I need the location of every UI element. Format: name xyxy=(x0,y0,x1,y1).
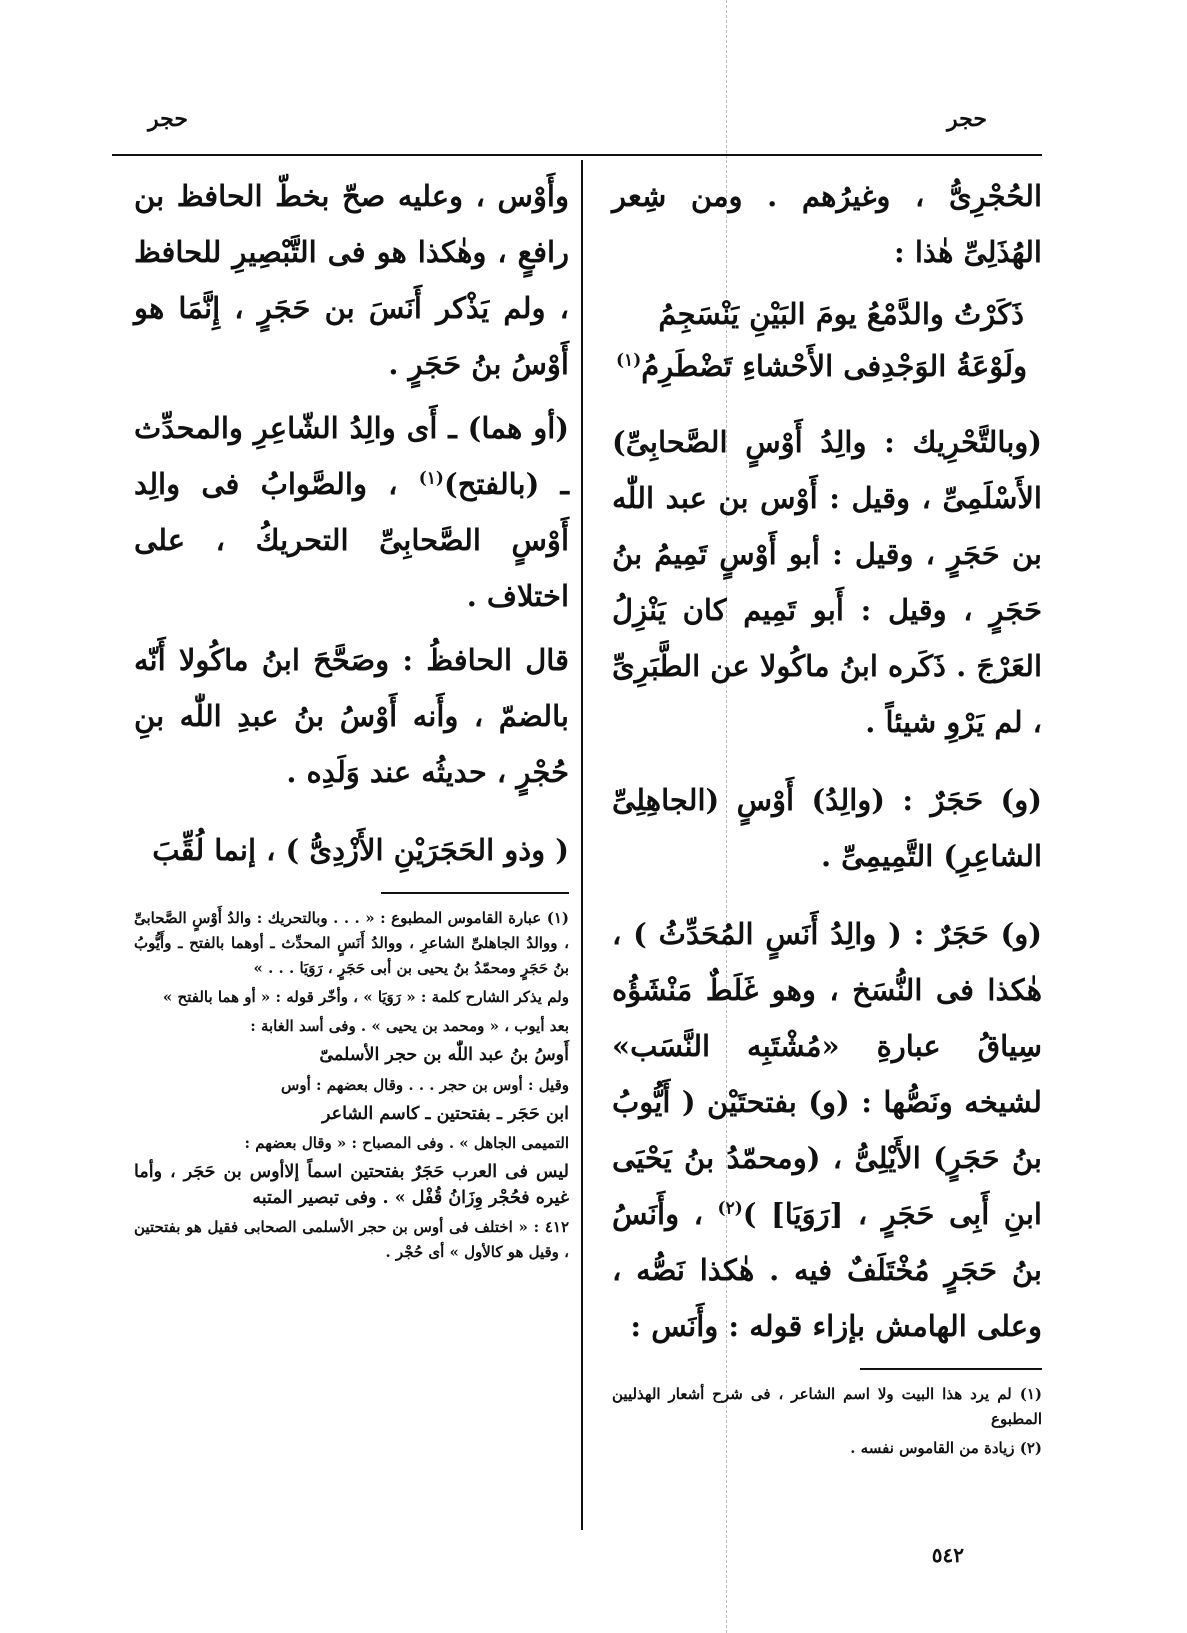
right-column xyxy=(612,168,1042,1465)
footnote: ليس فى العرب حَجَرٌ بفتحتين اسماً إلاأوس بن حَجَر ، وأما غيره فحُجْر وِزَانُ قُفْل » . وفى تبصير المتبه xyxy=(134,1162,569,1208)
verse-hemistich-text: ولَوْعَةُ الوَجْدِفى الأَحْشاءِ تَضْطَرِمُ xyxy=(641,349,1028,383)
footnote: بعد أيوب ، « ومحمد بن يحيى » . وفى أسد الغابة : xyxy=(250,1017,569,1035)
footnote-marker: (٢) xyxy=(717,1198,743,1219)
poetry-verse xyxy=(612,288,1042,392)
footnote: ابن حَجَر ـ بفتحتين ـ كاسم الشاعر xyxy=(321,1103,569,1124)
page-number: ٥٤٢ xyxy=(931,1543,964,1567)
footnote-rule xyxy=(381,892,569,894)
paragraph: (وبالتَّحْرِيك : والِدُ أَوْسٍ الصَّحابِىِّ) الأَسْلَمِىِّ ، وقيل : أَوْس بن عبد اللّٰه بن حَجَرٍ ، وقيل : أبو أَوْسٍ تَمِيمُ بنُ حَجَرٍ ، وقيل : أَبو تَمِيم كان يَنْزِلُ العَرْجَ . ذَكَره ابنُ ماكُولا عن الطَّبَرِىِّ ، لم يَرْوِ شيئاً . xyxy=(612,425,1042,739)
running-head-right: حجر xyxy=(947,106,987,132)
footnote: ٤١٢ : « اختلف فى أوس بن حجر الأسلمى الصحابى فقيل هو بفتحتين ، وقيل هو كالأول » أى حُجْر . xyxy=(134,1218,569,1261)
running-head-left: حجر xyxy=(148,106,188,132)
footnote: ولم يذكر الشارح كلمة : « رَوَيَا » ، وأخّر قوله : « أو هما بالفتح » xyxy=(162,988,569,1006)
paragraph xyxy=(612,906,1042,1354)
footnote-marker: (١) xyxy=(418,468,444,489)
paragraph-text: (أو هما) ـ أَى والِدُ الشّاعِرِ والمحدِّث ـ (بالفتح) xyxy=(134,411,569,501)
footnote: (٢) زيادة من القاموس نفسه . xyxy=(850,1439,1042,1457)
footnote: (١) عبارة القاموس المطبوع : « . . . وبالتحريك : والدُ أَوْسٍ الصَّحابىِّ ، ووالدُ الجاهلىِّ الشاعرِ ، ووالدُ أَنَسٍ المحدِّث ـ أوهما بالفتح ـ وأَيُّوبُ بنُ حَجَرٍ ومحمّدُ بنُ يحيى بن أبى حَجَرٍ ، رَوَيَا . . . » xyxy=(134,909,569,977)
footnote: (١) لم يرد هذا البيت ولا اسم الشاعر ، فى شرح أشعار الهذليين المطبوع xyxy=(612,1385,1042,1428)
paragraph xyxy=(134,400,569,624)
paragraph: قال الحافظُ : وصَحَّحَ ابنُ ماكُولا أَنّه بالضمّ ، وأَنه أَوْسُ بنُ عبدِ اللّٰه بنِ حُجْرٍ ، حديثُه عند وَلَدِه . xyxy=(134,643,569,789)
paragraph: (و) حَجَرٌ : (والِدُ) أَوْسٍ (الجاهِلِىِّ الشاعِرِ) التَّمِيمِىِّ . xyxy=(612,783,1042,873)
verse-hemistich-first: ذَكَرْتُ والدَّمْعُ يومَ البَيْنِ يَنْسَجِمُ xyxy=(658,297,1024,331)
paragraph: ( وذو الحَجَرَيْنِ الأَزْدِىُّ ) ، إنما لُقِّبَ xyxy=(152,833,569,867)
footnote: أَوسُ بنُ عبد اللّٰه بن حجر الأسلمىّ xyxy=(319,1045,569,1065)
footnote: وقيل : أوس بن حجر . . . وقال بعضهم : أوس xyxy=(281,1075,569,1094)
footnote-marker: (١) xyxy=(616,350,642,371)
footnote: التميمى الجاهل » . وفى المصباح : « وقال بعضهم : xyxy=(244,1134,569,1152)
left-column xyxy=(134,168,569,1269)
paragraph: الحُجْرِىُّ ، وغيرُهم . ومن شِعر الهُذَلِىِّ هٰذا : xyxy=(612,179,1042,269)
paragraph-text: ، وأَنَسُ بنُ حَجَرٍ مُخْتَلَفٌ فيه . هٰكذا نَصُّه ، وعلى الهامش بإزاء قوله : وأَنَس : xyxy=(612,1197,1042,1343)
paragraph-text: (و) حَجَرٌ : ( والِدُ أَنَسٍ المُحَدِّثُ ) ، هٰكذا فى النُّسَخ ، وهو غَلَطٌ مَنْشَؤُه سِياقُ عبارةِ «مُشْتَبِه النَّسَب» لشيخه ونَصُّها : (و) بفتحتَيْن ( أَيُّوبُ بنُ حَجَرٍ) الأَيْلِىُّ ، (ومحمّدُ بنُ يَحْيَى ابنِ أَبِى حَجَرٍ ، [رَوَيَا] ) xyxy=(612,917,1042,1231)
footnote-rule xyxy=(860,1368,1042,1370)
verse-hemistich-second xyxy=(612,340,1042,392)
paragraph-text: ، والصَّوابُ فى والِد أَوْسٍ الصَّحابِىِّ التحريكُ ، على اختلاف . xyxy=(134,467,569,613)
column-divider xyxy=(581,160,583,1530)
header-rule xyxy=(112,154,1042,156)
paragraph: وأَوْس ، وعليه صحّ بخطّ الحافظ بن رافعٍ ، وهٰكذا هو فى التَّبْصِيرِ للحافظ ، ولم يَذْكر أَنَسَ بن حَجَرٍ ، إِنَّمَا هو أَوْسُ بنُ حَجَرٍ . xyxy=(134,179,569,381)
